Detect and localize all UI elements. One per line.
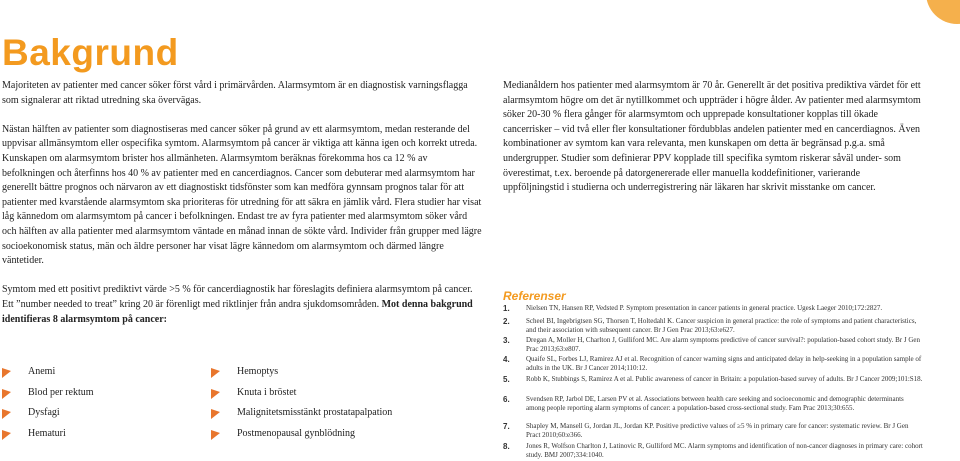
reference-number: 1. [503, 304, 510, 313]
symptom-label: Knuta i bröstet [237, 387, 297, 398]
reference-text: Svendsen RP, Jarbol DE, Larsen PV et al. Associations between health care seeking and socioeconomic and demographic determinants among people reporting alarm symptoms of cancer: a population-based cross-sectional study. Fam Prac 2013;30:655. [526, 395, 904, 412]
reference-number: 8. [503, 442, 510, 451]
flag-bullet-icon [211, 428, 220, 440]
symptom-label: Dysfagi [28, 407, 60, 418]
symptom-item [211, 387, 296, 398]
reference-number: 3. [503, 336, 510, 345]
symptom-item [2, 407, 60, 418]
reference-item [503, 317, 923, 335]
symptom-label: Postmenopausal gynblödning [237, 428, 356, 439]
reference-text: Robb K, Stubbings S, Ramirez A et al. Public awareness of cancer in Britain: a population-based survey of adults. Br J Cancer 2009;101:S18. [526, 375, 923, 383]
reference-text: Jones R, Wolfson Charlton J, Latinovic R, Gulliford MC. Alarm symptoms and identification of non-cancer diagnoses in primary care: cohort study. BMJ 2007;334:1040. [526, 442, 923, 459]
right-paragraph: Medianåldern hos patienter med alarmsymtom är 70 år. Generellt är det positiva prediktiva värdet för ett alarmsymtom högre om det är nytillkommet och uppträder i högre ålder. Av patienter med alarmsymtom söker 20-30 % flera gånger för alarmsymtom och upprepade konsultationer kopplas till ökade cancerrisker – vid två eller fler konsultationer fördubblas andelen patienter med en cancerdiagnos. Även kombinationer av symtom kan vara relevanta, men kunskapen om detta är begränsad p.g.a. små undergrupper. Studier som definierar PPV kopplade till specifika symtom riskerar såväl under- som överestimat, t.ex. beroende på datorgenererade eller manuella koddefinitioner, varierande uppföljningstid i studierna och underregistrering när läkaren har skrivit misstanke om cancer. [503, 80, 921, 194]
reference-text: Dregan A, Moller H, Charlton J, Gulliford MC. Are alarm symptoms predictive of cancer survival?: population-based cohort study. Br J Gen Prac 2013;63:e807. [526, 336, 920, 353]
intro-paragraph: Majoriteten av patienter med cancer söker först vård i primärvården. Alarmsymtom är en diagnostisk varningsflagga som signalerar att riktad utredning ska övervägas. [2, 80, 468, 106]
flag-bullet-icon [2, 407, 11, 419]
flag-bullet-icon [2, 387, 11, 399]
reference-text: Scheel BI, Ingebrigtsen SG, Thorsen T, Holtedahl K. Cancer suspicion in general practice: the role of symptoms and patient characteristics, and their association with subsequent cancer. Br J Gen Prac 2013;63:e627. [526, 317, 917, 334]
reference-number: 4. [503, 355, 510, 364]
symptom-label: Anemi [28, 366, 56, 377]
symptom-label: Blod per rektum [28, 387, 94, 398]
flag-bullet-icon [2, 428, 11, 440]
flag-bullet-icon [2, 366, 11, 378]
symptom-item [211, 407, 392, 418]
symptom-label: Hematuri [28, 428, 66, 439]
criteria-bold-text: Mot denna bakgrund identifieras 8 alarmsymtom på cancer: [2, 298, 473, 325]
decorative-circle [926, 0, 960, 24]
reference-item [503, 375, 923, 384]
flag-bullet-icon [211, 387, 220, 399]
reference-item [503, 304, 923, 313]
body-paragraph: Nästan hälften av patienter som diagnostiseras med cancer söker på grund av ett alarmsymtom, medan resterande del uppvisar allmänsymtom eller ospecifika symtom. Alarmsymtom på cancer är viktiga att känna igen och korrekt utreda. Kunskapen om alarmsymtom brister hos allmänheten. Alarmsymtom beräknas förekomma hos ca 12 % av befolkningen och återfinns hos 40 % av patienter med en cancerdiagnos. Cancer som debuterar med alarmsymtom har generellt bättre prognos och närvaron av ett diagnostiskt tidsfönster som kan medföra gynnsam prognos talar för att patienter med kvarstående alarmsymtom ska prioriteras för utredning för att säkra en jämlik vård. Flera studier har visat låg kännedom om alarmsymtom på cancer i befolkningen. Endast tre av fyra patienter med alarmsymtom söker vård och hälften av alla patienter med alarmsymtom väntade en månad innan de sökte vård. Individer från grupper med lägre socioekonomisk status, män och äldre personer har visat lägre kännedom om alarmsymtom och därmed längre väntetider. [2, 123, 482, 267]
reference-item [503, 422, 923, 440]
reference-text: Quaife SL, Forbes LJ, Ramirez AJ et al. Recognition of cancer warning signs and anticipated delay in help-seeking in a population sample of adults in the UK. Br J Cancer 2014;110:12. [526, 355, 922, 372]
criteria-paragraph [2, 283, 482, 327]
symptom-item [2, 387, 94, 398]
reference-number: 5. [503, 375, 510, 384]
reference-text: Nielsen TN, Hansen RP, Vedsted P. Symptom presentation in cancer patients in general practice. Ugesk Laeger 2010;172:2827. [526, 304, 883, 312]
reference-number: 7. [503, 422, 510, 431]
references-heading: Referenser [503, 289, 566, 303]
criteria-text: Symtom med ett positivt prediktivt värde >5 % för cancerdiagnostik har föreslagits definiera alarmsymtom på cancer. Ett ”number needed to treat” kring 20 är förenligt med riktlinjer från andra sjukdomsområden. [2, 284, 473, 310]
symptom-item [2, 428, 66, 439]
left-column [2, 79, 482, 327]
symptom-item [211, 428, 355, 439]
reference-item [503, 355, 923, 373]
reference-item [503, 336, 923, 354]
symptom-label: Malignitetsmisstänkt prostatapalpation [237, 407, 393, 418]
flag-bullet-icon [211, 407, 220, 419]
symptom-label: Hemoptys [237, 366, 279, 377]
symptom-item [2, 366, 55, 377]
right-column [503, 79, 923, 196]
flag-bullet-icon [211, 366, 220, 378]
reference-text: Shapley M, Mansell G, Jordan JL, Jordan KP. Positive predictive values of ≥5 % in primary care for cancer: systematic review. Br J Gen Pract 2010;60:e366. [526, 422, 909, 439]
page-title: Bakgrund [2, 32, 179, 73]
reference-item [503, 395, 923, 413]
reference-item [503, 442, 923, 460]
symptom-item [211, 366, 278, 377]
reference-number: 2. [503, 317, 510, 326]
reference-number: 6. [503, 395, 510, 404]
